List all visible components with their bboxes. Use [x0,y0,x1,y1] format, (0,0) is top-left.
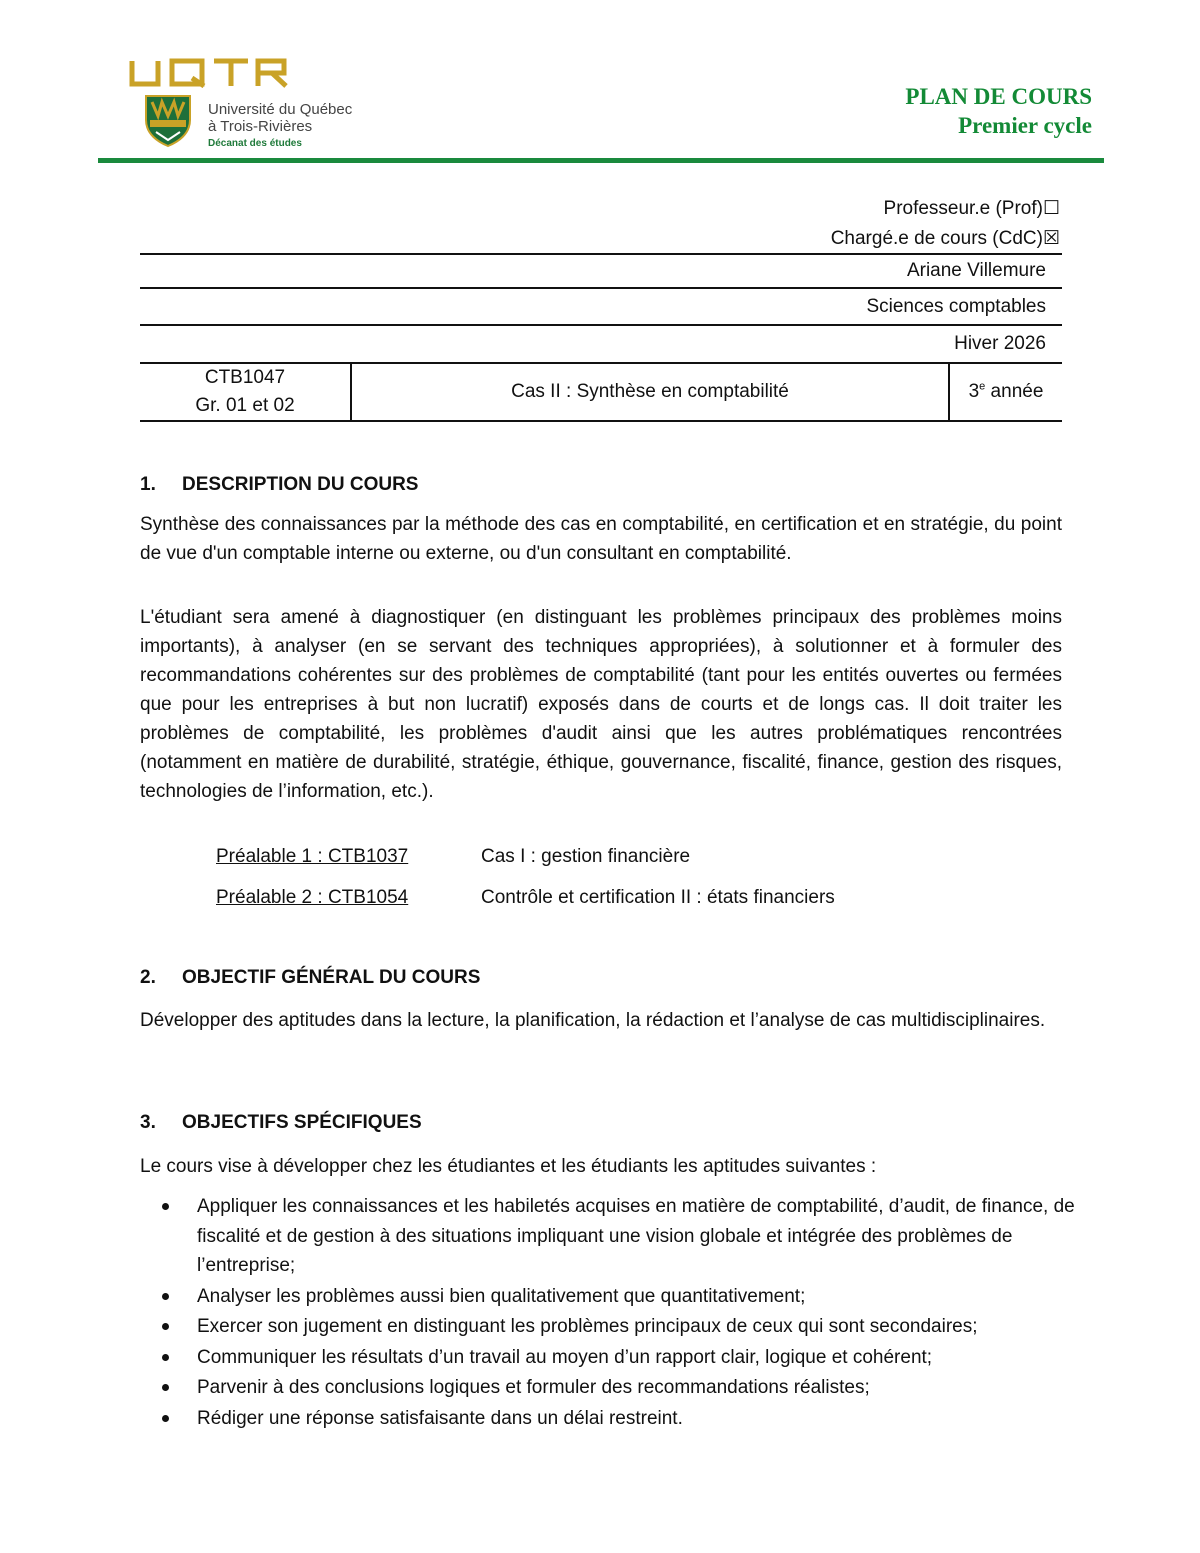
prerequisite-2-label: Préalable 2 : CTB1054 [216,887,409,908]
info-rule [140,324,1062,326]
course-code: CTB1047 [204,367,286,388]
bullet-icon [162,1293,169,1300]
description-paragraph-1: Synthèse des connaissances par la méthode des cas en comptabilité, en certification et en stratégie, du point de vue d'un comptable interne ou externe, ou d'un consultant en comptabilité. [140,514,1062,564]
general-objective-paragraph: Développer des aptitudes dans la lecture, la planification, la rédaction et l’analyse de cas multidisciplinaires. [140,1010,1046,1031]
header-divider [98,158,1104,163]
department-name: Sciences comptables [866,296,1046,317]
specific-objectives-list [160,1192,1090,1434]
instructor-name: Ariane Villemure [906,260,1046,281]
role-professor: Professeur.e (Prof)☐ [883,198,1060,219]
list-item: Parvenir à des conclusions logiques et formuler des recommandations réalistes; [160,1373,1090,1403]
university-name-line2: à Trois-Rivières [208,118,313,135]
info-rule [140,287,1062,289]
description-paragraph-2: L'étudiant sera amené à diagnostiquer (en distinguant les problèmes principaux des problèmes moins importants), à analyser (en se servant des techniques appropriées), à solutionner et à formuler des recommandations cohérentes sur des problèmes de comptabilité (tant pour les entités ouvertes ou fermées que pour les entreprises à but non lucratif) exposés dans de courts et de longs cas. Il doit traiter les problèmes de comptabilité, les problèmes d'audit ainsi que les autres problématiques rencontrées (notamment en matière de durabilité, stratégie, éthique, gouvernance, fiscalité, finance, gestion des risques, technologies de l’information, etc.). [140,607,1062,802]
list-item: Rédiger une réponse satisfaisante dans un délai restreint. [160,1404,1090,1434]
session: Hiver 2026 [954,333,1046,354]
plan-title: PLAN DE COURS [905,84,1092,109]
role-lecturer: Chargé.e de cours (CdC)☒ [830,228,1060,249]
course-code-cell [140,364,350,420]
department-label: Décanat des études [208,138,302,149]
bullet-icon [162,1415,169,1422]
list-item: Exercer son jugement en distinguant les problèmes principaux de ceux qui sont secondaires; [160,1312,1090,1342]
university-name-line1: Université du Québec [208,101,353,118]
info-rule [140,253,1062,255]
specific-objectives-intro: Le cours vise à développer chez les étudiantes et les étudiants les aptitudes suivantes : [140,1156,877,1177]
course-title: Cas II : Synthèse en comptabilité [350,364,950,420]
bullet-icon [162,1323,169,1330]
prerequisite-1-value: Cas I : gestion financière [481,846,691,867]
uqtr-logo [128,58,290,88]
section-heading-description: 1. DESCRIPTION DU COURS [140,474,419,495]
list-item: Analyser les problèmes aussi bien qualitativement que quantitativement; [160,1282,1090,1312]
course-year: 3e année [968,380,1044,402]
info-rule [140,420,1062,422]
bullet-icon [162,1354,169,1361]
crest-icon [144,94,192,148]
course-groups: Gr. 01 et 02 [195,395,295,416]
prerequisite-2-value: Contrôle et certification II : états financiers [481,887,835,908]
section-heading-general-objective: 2. OBJECTIF GÉNÉRAL DU COURS [140,967,481,988]
prerequisite-1-label: Préalable 1 : CTB1037 [216,846,409,867]
list-item: Communiquer les résultats d’un travail au moyen d’un rapport clair, logique et cohérent; [160,1343,1090,1373]
plan-subtitle: Premier cycle [958,113,1092,138]
section-heading-specific-objectives: 3. OBJECTIFS SPÉCIFIQUES [140,1112,422,1133]
bullet-icon [162,1203,169,1210]
list-item: Appliquer les connaissances et les habiletés acquises en matière de comptabilité, d’audit, de finance, de fiscalité et de gestion à des situations impliquant une vision globale et intégrée des problèmes de l’entreprise; [160,1192,1090,1281]
bullet-icon [162,1384,169,1391]
